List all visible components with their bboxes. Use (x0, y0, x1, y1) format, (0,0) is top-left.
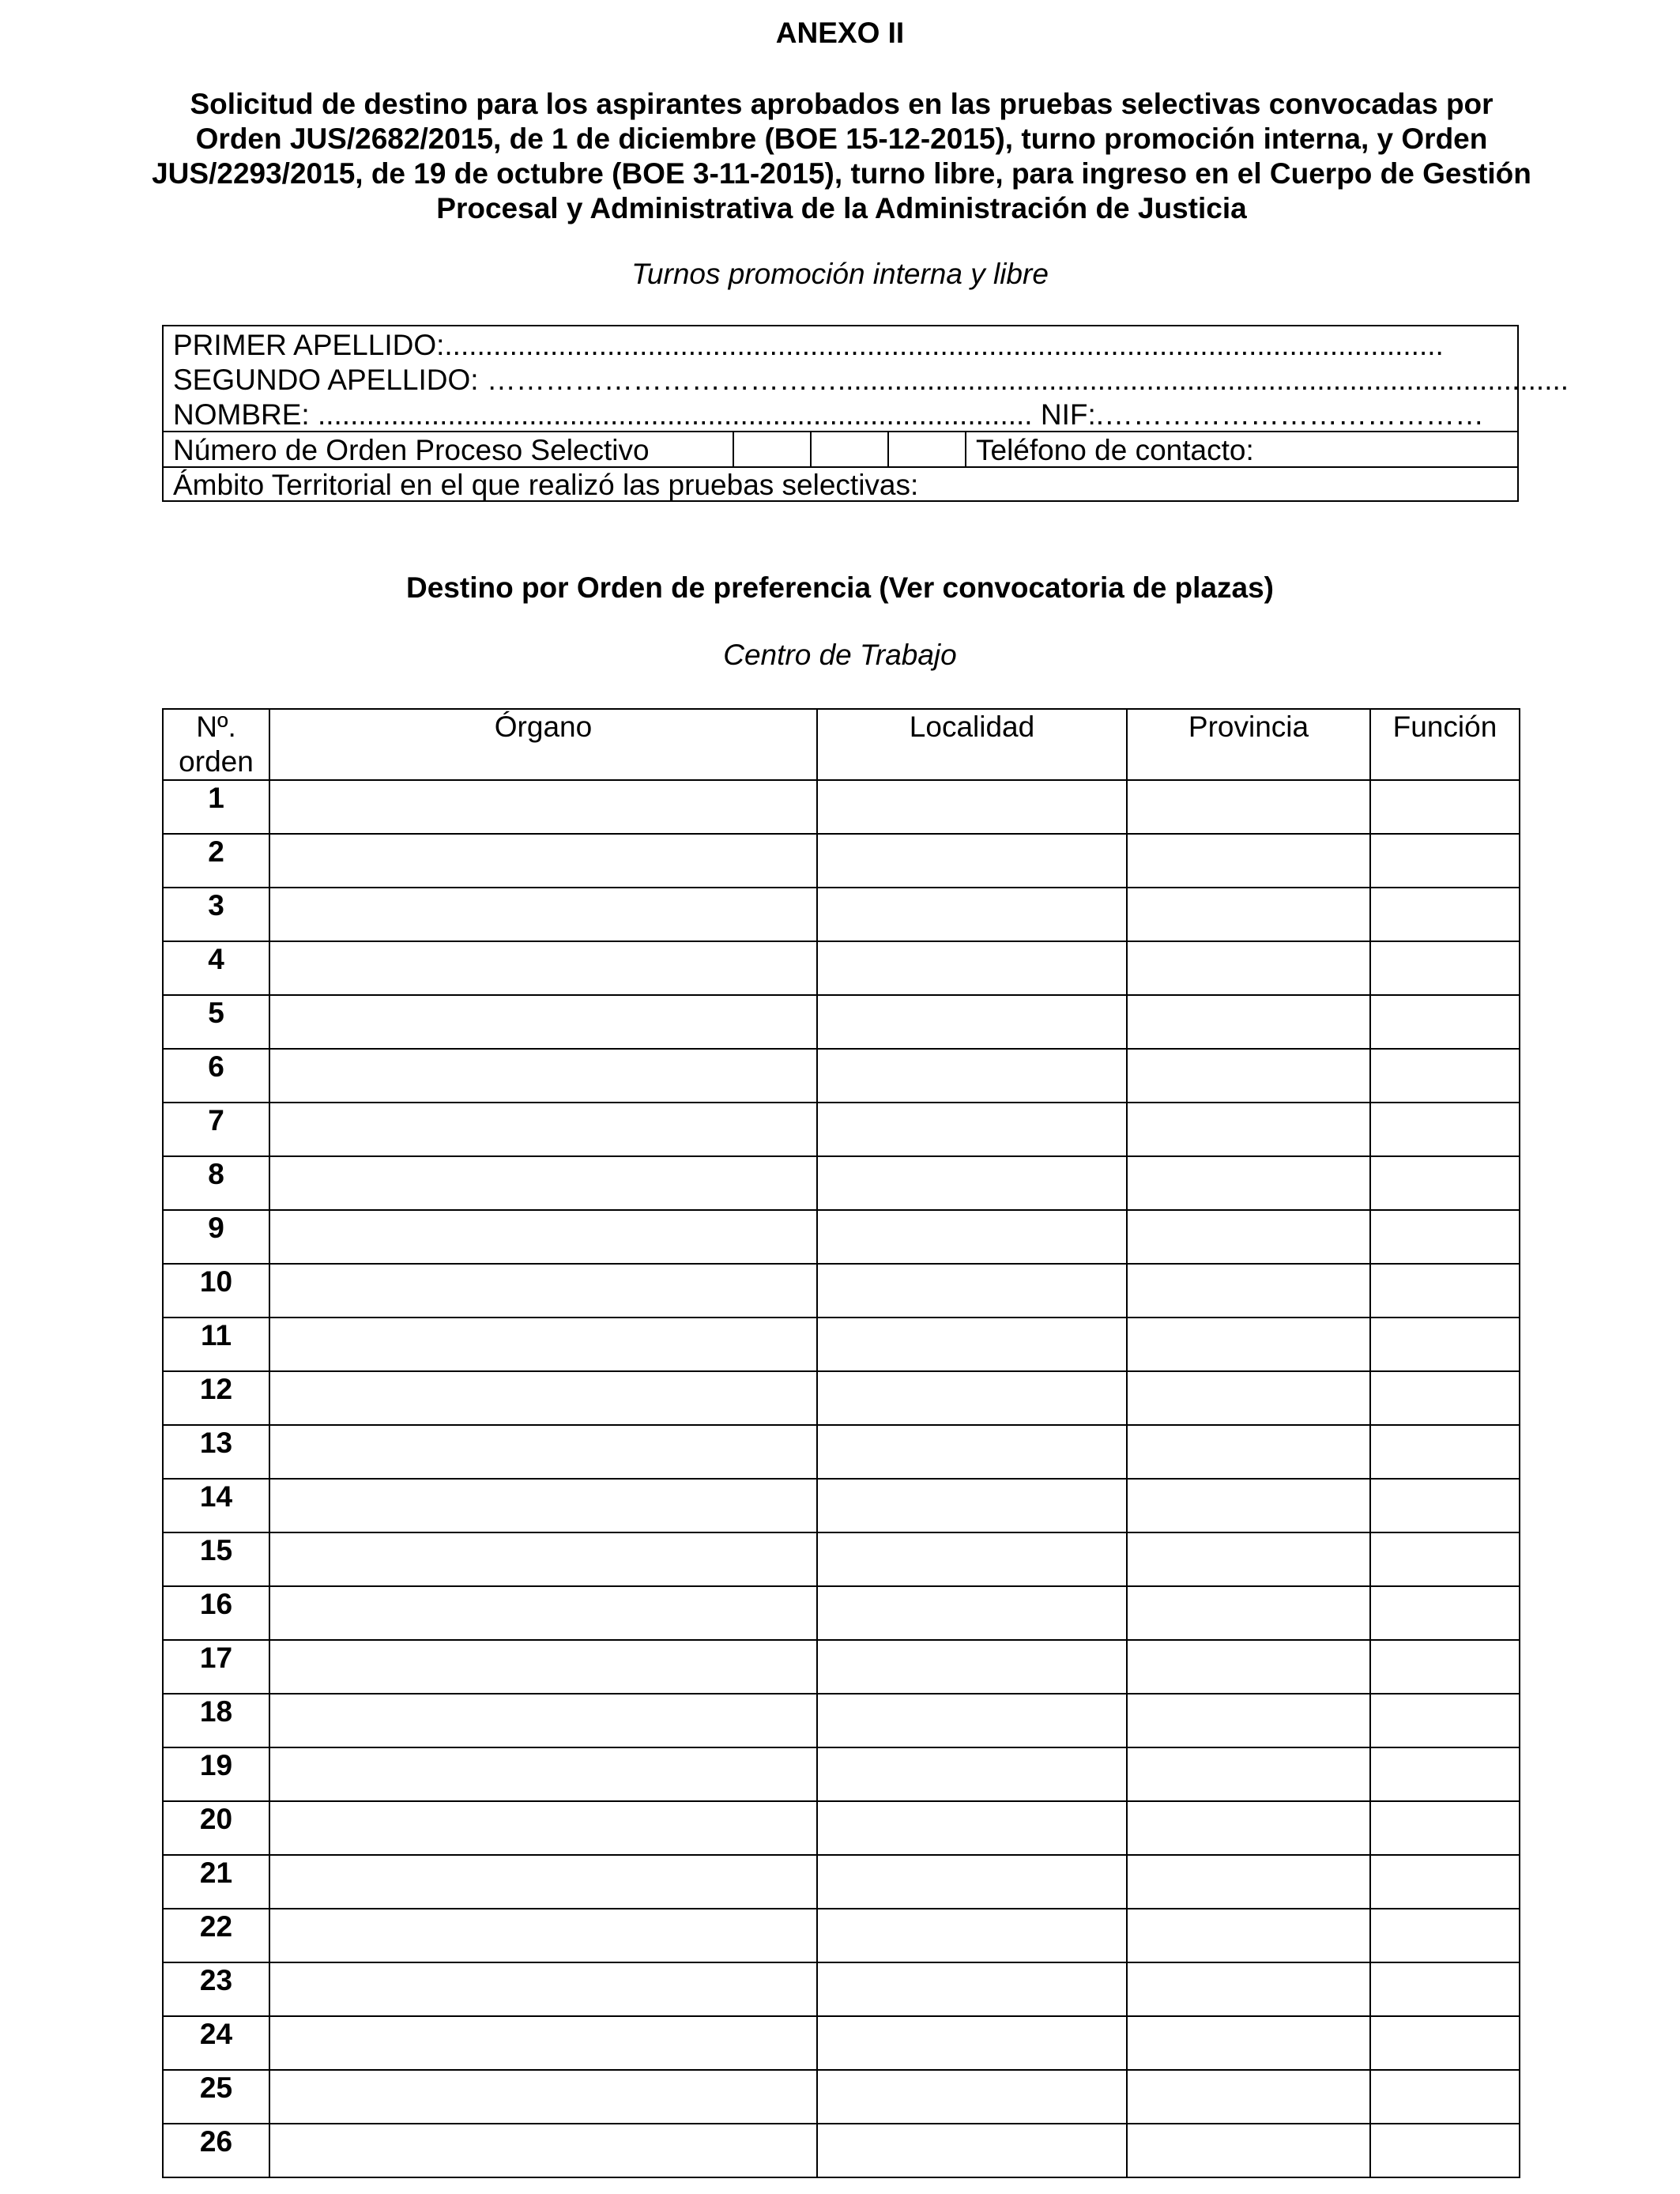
funcion-cell[interactable] (1370, 1532, 1520, 1586)
localidad-cell[interactable] (817, 780, 1127, 834)
localidad-cell[interactable] (817, 1640, 1127, 1694)
column-header-provincia: Provincia (1127, 709, 1370, 780)
provincia-cell[interactable] (1127, 1156, 1370, 1210)
localidad-cell[interactable] (817, 1103, 1127, 1156)
table-row (163, 1103, 1520, 1156)
row-number: 15 (163, 1532, 269, 1586)
organo-cell[interactable] (269, 2124, 817, 2177)
funcion-cell[interactable] (1370, 1156, 1520, 1210)
table-header-row (163, 709, 1520, 780)
funcion-cell[interactable] (1370, 1371, 1520, 1425)
table-row (163, 1694, 1520, 1747)
row-number: 12 (163, 1371, 269, 1425)
document-title: Solicitud de destino para los aspirantes aprobados en las pruebas selectivas convocadas por Orden JUS/2682/2015, de 1 de diciembre (BOE 15-12-2015), turno promoción interna, y Orden JUS/2293/2015, de 19 de octubre (BOE 3-11-2015), turno libre, para ingreso en el Cuerpo de Gestión Procesal y Administrativa de la Administración de Justicia (152, 88, 1531, 224)
localidad-cell[interactable] (817, 1855, 1127, 1909)
column-header-organo: Órgano (269, 709, 817, 780)
row-number: 9 (163, 1210, 269, 1264)
funcion-cell[interactable] (1370, 888, 1520, 941)
localidad-cell[interactable] (817, 2124, 1127, 2177)
funcion-cell[interactable] (1370, 1747, 1520, 1801)
row-number: 5 (163, 995, 269, 1049)
table-row (163, 1210, 1520, 1264)
localidad-cell[interactable] (817, 1532, 1127, 1586)
localidad-cell[interactable] (817, 1586, 1127, 1640)
provincia-cell[interactable] (1127, 1103, 1370, 1156)
row-number: 4 (163, 941, 269, 995)
organo-cell[interactable] (269, 888, 817, 941)
row-number: 25 (163, 2070, 269, 2124)
provincia-cell[interactable] (1127, 995, 1370, 1049)
funcion-cell[interactable] (1370, 1586, 1520, 1640)
localidad-cell[interactable] (817, 1210, 1127, 1264)
localidad-cell[interactable] (817, 2070, 1127, 2124)
funcion-cell[interactable] (1370, 2016, 1520, 2070)
organo-cell[interactable] (269, 1694, 817, 1747)
row-number: 24 (163, 2016, 269, 2070)
localidad-cell[interactable] (817, 1747, 1127, 1801)
row-number: 18 (163, 1694, 269, 1747)
organo-cell[interactable] (269, 1909, 817, 1962)
provincia-cell[interactable] (1127, 2016, 1370, 2070)
funcion-cell[interactable] (1370, 1049, 1520, 1103)
divider (810, 432, 812, 467)
organo-cell[interactable] (269, 2016, 817, 2070)
divider (164, 431, 1517, 432)
funcion-cell[interactable] (1370, 1103, 1520, 1156)
table-row (163, 888, 1520, 941)
ambito-territorial-label[interactable]: Ámbito Territorial en el que realizó las pruebas selectivas: (173, 469, 919, 501)
table-row (163, 1532, 1520, 1586)
row-number: 21 (163, 1855, 269, 1909)
organo-cell[interactable] (269, 1747, 817, 1801)
organo-cell[interactable] (269, 1156, 817, 1210)
column-header-localidad: Localidad (817, 709, 1127, 780)
table-body (163, 780, 1520, 2177)
organo-cell[interactable] (269, 1801, 817, 1855)
funcion-cell[interactable] (1370, 780, 1520, 834)
funcion-cell[interactable] (1370, 1425, 1520, 1479)
organo-cell[interactable] (269, 1640, 817, 1694)
funcion-cell[interactable] (1370, 1264, 1520, 1318)
provincia-cell[interactable] (1127, 1479, 1370, 1532)
provincia-cell[interactable] (1127, 1855, 1370, 1909)
localidad-cell[interactable] (817, 834, 1127, 888)
provincia-cell[interactable] (1127, 1694, 1370, 1747)
applicant-info-box (162, 325, 1569, 502)
localidad-cell[interactable] (817, 1694, 1127, 1747)
provincia-cell[interactable] (1127, 1586, 1370, 1640)
provincia-cell[interactable] (1127, 2070, 1370, 2124)
organo-cell[interactable] (269, 1318, 817, 1371)
table-row (163, 995, 1520, 1049)
localidad-cell[interactable] (817, 1049, 1127, 1103)
funcion-cell[interactable] (1370, 1479, 1520, 1532)
table-row (163, 1855, 1520, 1909)
organo-cell[interactable] (269, 1264, 817, 1318)
row-number: 26 (163, 2124, 269, 2177)
funcion-cell[interactable] (1370, 1909, 1520, 1962)
provincia-cell[interactable] (1127, 2124, 1370, 2177)
provincia-cell[interactable] (1127, 1962, 1370, 2016)
localidad-cell[interactable] (817, 1156, 1127, 1210)
row-number: 11 (163, 1318, 269, 1371)
funcion-cell[interactable] (1370, 1318, 1520, 1371)
table-row (163, 1586, 1520, 1640)
organo-cell[interactable] (269, 1479, 817, 1532)
provincia-cell[interactable] (1127, 1747, 1370, 1801)
funcion-cell[interactable] (1370, 1855, 1520, 1909)
organo-cell[interactable] (269, 995, 817, 1049)
row-number: 2 (163, 834, 269, 888)
row-number: 6 (163, 1049, 269, 1103)
column-header-numero-line2: orden (179, 745, 254, 778)
organo-cell[interactable] (269, 941, 817, 995)
column-header-numero-orden (163, 709, 269, 780)
localidad-cell[interactable] (817, 2016, 1127, 2070)
document-subtitle: Turnos promoción interna y libre (631, 258, 1049, 290)
localidad-cell[interactable] (817, 1962, 1127, 2016)
row-number: 3 (163, 888, 269, 941)
organo-cell[interactable] (269, 1532, 817, 1586)
provincia-cell[interactable] (1127, 834, 1370, 888)
provincia-cell[interactable] (1127, 1909, 1370, 1962)
localidad-cell[interactable] (817, 995, 1127, 1049)
organo-cell[interactable] (269, 834, 817, 888)
localidad-cell[interactable] (817, 1479, 1127, 1532)
funcion-cell[interactable] (1370, 1962, 1520, 2016)
row-number: 19 (163, 1747, 269, 1801)
provincia-cell[interactable] (1127, 941, 1370, 995)
table-row (163, 1425, 1520, 1479)
divider (733, 432, 734, 467)
funcion-cell[interactable] (1370, 1210, 1520, 1264)
row-number: 22 (163, 1909, 269, 1962)
provincia-cell[interactable] (1127, 1264, 1370, 1318)
row-number: 7 (163, 1103, 269, 1156)
nombre-nif-field[interactable]: NOMBRE: ........................................................................................ NIF:.………………………………… (173, 398, 1485, 431)
segundo-apellido-field[interactable]: SEGUNDO APELLIDO: ……………………………….......................................................................................... (173, 364, 1569, 396)
row-number: 16 (163, 1586, 269, 1640)
organo-cell[interactable] (269, 2070, 817, 2124)
annex-title: ANEXO II (775, 17, 905, 49)
row-number: 13 (163, 1425, 269, 1479)
section-subtitle: Centro de Trabajo (723, 639, 957, 671)
funcion-cell[interactable] (1370, 941, 1520, 995)
row-number: 1 (163, 780, 269, 834)
funcion-cell[interactable] (1370, 1694, 1520, 1747)
provincia-cell[interactable] (1127, 1640, 1370, 1694)
numero-orden-label: Número de Orden Proceso Selectivo (173, 434, 650, 466)
funcion-cell[interactable] (1370, 995, 1520, 1049)
provincia-cell[interactable] (1127, 888, 1370, 941)
table-row (163, 1640, 1520, 1694)
table-row (163, 780, 1520, 834)
provincia-cell[interactable] (1127, 1318, 1370, 1371)
table-row (163, 834, 1520, 888)
organo-cell[interactable] (269, 1049, 817, 1103)
table-row (163, 1049, 1520, 1103)
provincia-cell[interactable] (1127, 780, 1370, 834)
organo-cell[interactable] (269, 780, 817, 834)
table-row (163, 2124, 1520, 2177)
section-title: Destino por Orden de preferencia (Ver convocatoria de plazas) (406, 571, 1274, 604)
column-header-funcion: Función (1370, 709, 1520, 780)
table-row (163, 1156, 1520, 1210)
funcion-cell[interactable] (1370, 834, 1520, 888)
provincia-cell[interactable] (1127, 1532, 1370, 1586)
organo-cell[interactable] (269, 1855, 817, 1909)
organo-cell[interactable] (269, 1103, 817, 1156)
localidad-cell[interactable] (817, 1371, 1127, 1425)
table-row (163, 1479, 1520, 1532)
funcion-cell[interactable] (1370, 1801, 1520, 1855)
localidad-cell[interactable] (817, 941, 1127, 995)
divider (887, 432, 889, 467)
table-row (163, 2016, 1520, 2070)
divider (965, 432, 966, 467)
row-number: 17 (163, 1640, 269, 1694)
table-row (163, 1264, 1520, 1318)
provincia-cell[interactable] (1127, 1425, 1370, 1479)
localidad-cell[interactable] (817, 1909, 1127, 1962)
provincia-cell[interactable] (1127, 1801, 1370, 1855)
row-number: 8 (163, 1156, 269, 1210)
row-number: 20 (163, 1801, 269, 1855)
row-number: 14 (163, 1479, 269, 1532)
organo-cell[interactable] (269, 1425, 817, 1479)
organo-cell[interactable] (269, 1962, 817, 2016)
table-row (163, 1801, 1520, 1855)
organo-cell[interactable] (269, 1210, 817, 1264)
funcion-cell[interactable] (1370, 2124, 1520, 2177)
row-number: 10 (163, 1264, 269, 1318)
provincia-cell[interactable] (1127, 1049, 1370, 1103)
funcion-cell[interactable] (1370, 1640, 1520, 1694)
provincia-cell[interactable] (1127, 1371, 1370, 1425)
table-row (163, 1318, 1520, 1371)
localidad-cell[interactable] (817, 1318, 1127, 1371)
table-row (163, 941, 1520, 995)
localidad-cell[interactable] (817, 1801, 1127, 1855)
organo-cell[interactable] (269, 1586, 817, 1640)
localidad-cell[interactable] (817, 888, 1127, 941)
localidad-cell[interactable] (817, 1264, 1127, 1318)
localidad-cell[interactable] (817, 1425, 1127, 1479)
telefono-label[interactable]: Teléfono de contacto: (976, 434, 1254, 466)
table-row (163, 1962, 1520, 2016)
row-number: 23 (163, 1962, 269, 2016)
table-row (163, 2070, 1520, 2124)
primer-apellido-field[interactable]: PRIMER APELLIDO:........................................................................................................................... (173, 329, 1444, 361)
table-row (163, 1371, 1520, 1425)
table-row (163, 1909, 1520, 1962)
destination-preference-table (162, 708, 1520, 2178)
column-header-numero-line1: Nº. (196, 711, 236, 743)
funcion-cell[interactable] (1370, 2070, 1520, 2124)
organo-cell[interactable] (269, 1371, 817, 1425)
table-row (163, 1747, 1520, 1801)
provincia-cell[interactable] (1127, 1210, 1370, 1264)
